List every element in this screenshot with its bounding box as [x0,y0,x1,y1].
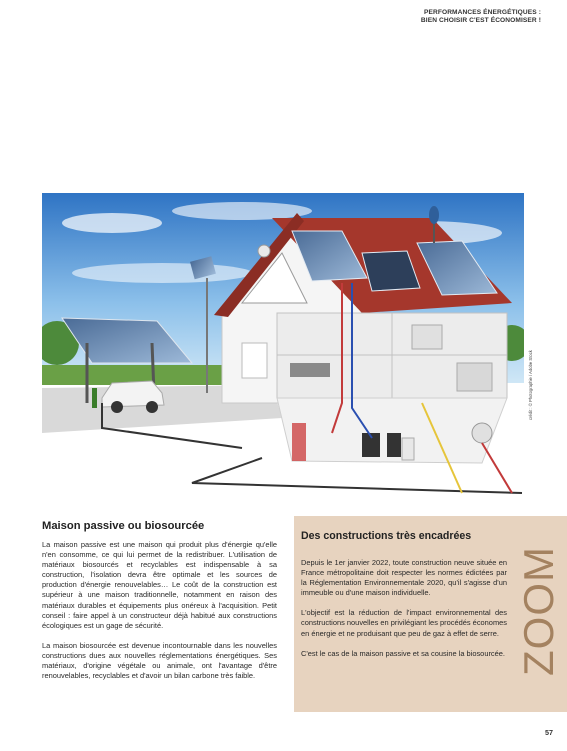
section-title: Maison passive ou biosourcée [42,520,205,532]
page-header [421,9,541,26]
zoom-title: Des constructions très encadrées [301,530,472,542]
zoom-vertical-label: ZOOM [515,546,562,676]
header-line-1: PERFORMANCES ÉNERGÉTIQUES : [423,9,541,16]
zoom-paragraph-3: C'est le cas de la maison passive et sa cousine la biosourcée. [301,648,505,658]
zoom-box [294,516,567,712]
house-cutaway-image [42,193,524,494]
page-number: 57 [545,728,553,737]
eco-house-illustration [42,193,524,494]
paragraph-biosourced-house: La maison biosourcée est devenue incontournable dans les nouvelles constructions dues aux nouvelles réglementations énergétiques. Ses matériaux, d'origine végétale ou animale, ont l'avantage d'être renouvelables, recyclables et d'avoir un bilan carbone très faible. [42,640,277,681]
photo-credit: crédit : © Photographie / Adobe Stock [528,350,533,420]
zoom-body [301,558,507,669]
header-line-2: BIEN CHOISIR C'EST ÉCONOMISER ! [420,17,541,25]
passive-house-section [42,520,277,691]
zoom-paragraph-1: Depuis le 1er janvier 2022, toute construction neuve située en France métropolitaine doit respecter les normes édictées par la Réglementation Environnementale 2020, qu'il s'agisse d'un immeuble ou d'une maison individuelle. [301,558,507,598]
paragraph-passive-house: La maison passive est une maison qui produit plus d'énergie qu'elle n'en consomme, ce qui lui permet de la redistribuer. L'utilisation de matériaux biosourcés et recyclables est indispensable à sa construction, l'isolation devra être optimale et les sources de production d'énergie renouvelables… Le coût de la construction est supérieur à une maison traditionnelle, notamment en raison des matériaux durables et équipements plus onéreux à l'acquisition. Petit conseil : faire appel à un constructeur déjà habitué aux constructions écologiques est un gage de sécurité. [42,540,277,630]
zoom-paragraph-2: L'objectif est la réduction de l'impact environnemental des constructions nouvelles en privilégiant les procédés économes en énergie et ne produisant que peu de gaz à effet de serre. [301,608,507,638]
